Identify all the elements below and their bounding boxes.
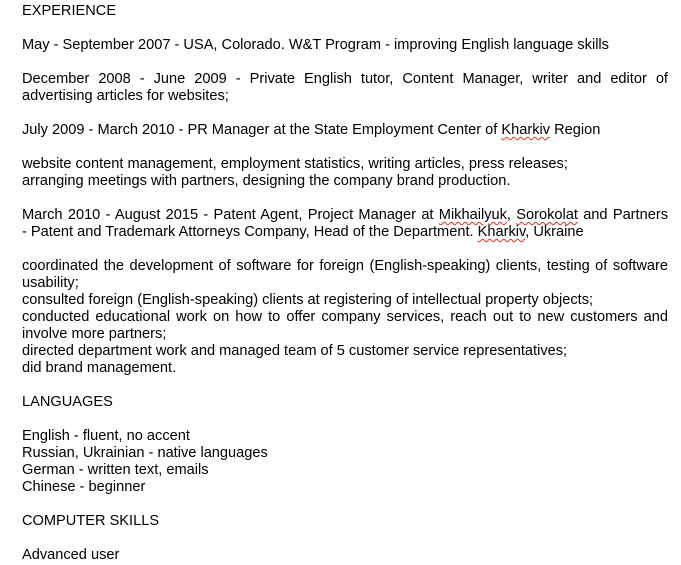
resume-page <box>22 3 668 564</box>
spacer <box>22 105 668 122</box>
misspelled-word-kharkiv[interactable]: Kharkiv <box>501 122 551 138</box>
job-entry-2008-line-2: advertising articles for websites; <box>22 88 229 104</box>
job-entry-2008-line-1: December 2008 - June 2009 - Private English tutor, Content Manager, writer and editor of <box>22 71 668 87</box>
experience-heading: EXPERIENCE <box>22 3 117 19</box>
job-2010-duty-3-cont: involve more partners; <box>22 326 167 342</box>
spacer <box>22 496 668 513</box>
language-russian-ukrainian: Russian, Ukrainian - native languages <box>22 445 268 461</box>
job-entry-2010-partners: and Partners <box>577 207 668 223</box>
spacer <box>22 139 668 156</box>
computer-skills-level: Advanced user <box>22 547 120 563</box>
job-entry-2010-country: , Ukraine <box>525 224 584 240</box>
spacer <box>22 377 668 394</box>
spacer <box>22 54 668 71</box>
computer-skills-heading: COMPUTER SKILLS <box>22 513 160 529</box>
job-entry-2009-text: July 2009 - March 2010 - PR Manager at the State Employment Center of <box>22 122 502 138</box>
job-entry-2009 <box>22 122 668 139</box>
job-2009-duties-line-2: arranging meetings with partners, designing the company brand production. <box>22 173 511 189</box>
job-2010-duty-4: directed department work and managed team of 5 customer service representatives; <box>22 343 568 359</box>
job-2009-duties-line-1: website content management, employment statistics, writing articles, press releases; <box>22 156 568 172</box>
misspelled-word-kharkiv-2[interactable]: Kharkiv <box>477 224 526 240</box>
job-entry-2007: May - September 2007 - USA, Colorado. W&T Program - improving English language skills <box>22 37 609 53</box>
job-2010-duty-5: did brand management. <box>22 360 177 376</box>
language-english: English - fluent, no accent <box>22 428 190 444</box>
language-chinese: Chinese - beginner <box>22 479 146 495</box>
separator-comma: , <box>506 207 517 223</box>
spacer <box>22 241 668 258</box>
misspelled-word-sorokolat[interactable]: Sorokolat <box>516 207 578 223</box>
job-entry-2009-region: Region <box>550 122 601 138</box>
spacer <box>22 190 668 207</box>
spacer <box>22 411 668 428</box>
language-german: German - written text, emails <box>22 462 209 478</box>
job-2010-duty-1: coordinated the development of software for foreign (English-speaking) clients, testing of software <box>22 258 668 274</box>
job-entry-2010-line-1 <box>22 207 668 224</box>
languages-heading: LANGUAGES <box>22 394 113 410</box>
job-2010-duty-3: conducted educational work on how to offer company services, reach out to new customers and <box>22 309 668 325</box>
job-2010-duty-1-cont: usability; <box>22 275 79 291</box>
spacer <box>22 530 668 547</box>
job-entry-2010-text: March 2010 - August 2015 - Patent Agent, Project Manager at <box>22 207 439 223</box>
job-entry-2010-company: - Patent and Trademark Attorneys Company, Head of the Department. <box>22 224 478 240</box>
job-entry-2010-line-2 <box>22 224 668 241</box>
misspelled-word-mikhailyuk[interactable]: Mikhailyuk <box>438 207 507 223</box>
job-2010-duty-2: consulted foreign (English-speaking) clients at registering of intellectual property objects; <box>22 292 594 308</box>
spacer <box>22 20 668 37</box>
